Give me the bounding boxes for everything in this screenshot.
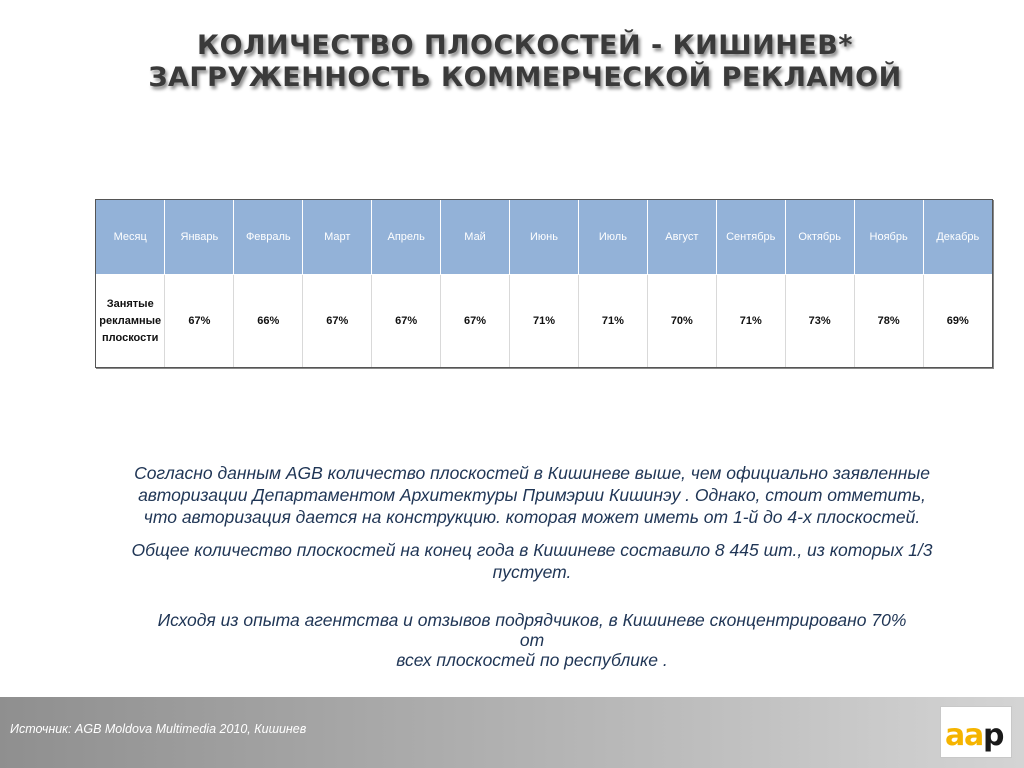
row-label xyxy=(96,275,165,368)
paragraph-concentration xyxy=(107,610,957,670)
header-month: Август xyxy=(647,200,716,275)
header-month: Февраль xyxy=(234,200,303,275)
header-month: Ноябрь xyxy=(854,200,923,275)
paragraph-line: пустует. xyxy=(492,562,572,582)
row-label-line: Занятые xyxy=(106,297,154,310)
row-label-line: рекламные xyxy=(99,314,162,327)
header-month: Октябрь xyxy=(785,200,854,275)
table-cell: 69% xyxy=(923,275,992,368)
row-label-line: плоскости xyxy=(102,331,159,344)
table-cell: 71% xyxy=(716,275,785,368)
table-cell: 78% xyxy=(854,275,923,368)
paragraph-agb-note xyxy=(60,462,1004,528)
page-title xyxy=(0,30,1024,94)
table-cell: 71% xyxy=(510,275,579,368)
title-line-2: ЗАГРУЖЕННОСТЬ КОММЕРЧЕСКОЙ РЕКЛАМОЙ xyxy=(148,62,902,93)
header-month: Апрель xyxy=(372,200,441,275)
data-table xyxy=(95,199,993,368)
header-month: Июнь xyxy=(510,200,579,275)
header-month: Январь xyxy=(165,200,234,275)
table-cell: 67% xyxy=(303,275,372,368)
table-cell: 73% xyxy=(785,275,854,368)
header-month: Март xyxy=(303,200,372,275)
paragraph-line: Исходя из опыта агентства и отзывов подрядчиков, в Кишиневе сконцентрировано 70% xyxy=(157,610,907,630)
svg-text:p: p xyxy=(983,718,1005,753)
paragraph-line: авторизации Департаментом Архитектуры Примэрии Кишинэу . Однако, стоит отметить, xyxy=(138,485,926,505)
table-cell: 66% xyxy=(234,275,303,368)
aap-logo xyxy=(940,706,1012,758)
source-note: Источник: AGB Moldova Multimedia 2010, Кишинев xyxy=(10,722,307,736)
svg-text:a: a xyxy=(964,718,985,753)
header-month: Июль xyxy=(578,200,647,275)
table-cell: 67% xyxy=(165,275,234,368)
header-month: Сентябрь xyxy=(716,200,785,275)
svg-text:a: a xyxy=(945,718,966,753)
paragraph-line: Согласно данным AGB количество плоскостей в Кишиневе выше, чем официально заявленные xyxy=(134,463,930,483)
table-cell: 71% xyxy=(578,275,647,368)
table-cell: 67% xyxy=(372,275,441,368)
paragraph-line: Общее количество плоскостей на конец года в Кишиневе составило 8 445 шт., из которых 1/3 xyxy=(131,540,933,560)
paragraph-line: всех плоскостей по республике . xyxy=(396,650,668,670)
table-row xyxy=(96,275,992,368)
paragraph-total xyxy=(60,539,1004,583)
header-month: Май xyxy=(441,200,510,275)
paragraph-line: от xyxy=(519,630,545,650)
table-header-row xyxy=(96,200,992,275)
header-month-label: Месяц xyxy=(96,200,165,275)
paragraph-line: что авторизация дается на конструкцию. которая может иметь от 1-й до 4-х плоскостей. xyxy=(143,507,921,527)
title-line-1: КОЛИЧЕСТВО ПЛОСКОСТЕЙ - КИШИНЕВ* xyxy=(197,30,853,61)
table-cell: 67% xyxy=(441,275,510,368)
table-cell: 70% xyxy=(647,275,716,368)
header-month: Декабрь xyxy=(923,200,992,275)
footer-bar xyxy=(0,697,1024,768)
